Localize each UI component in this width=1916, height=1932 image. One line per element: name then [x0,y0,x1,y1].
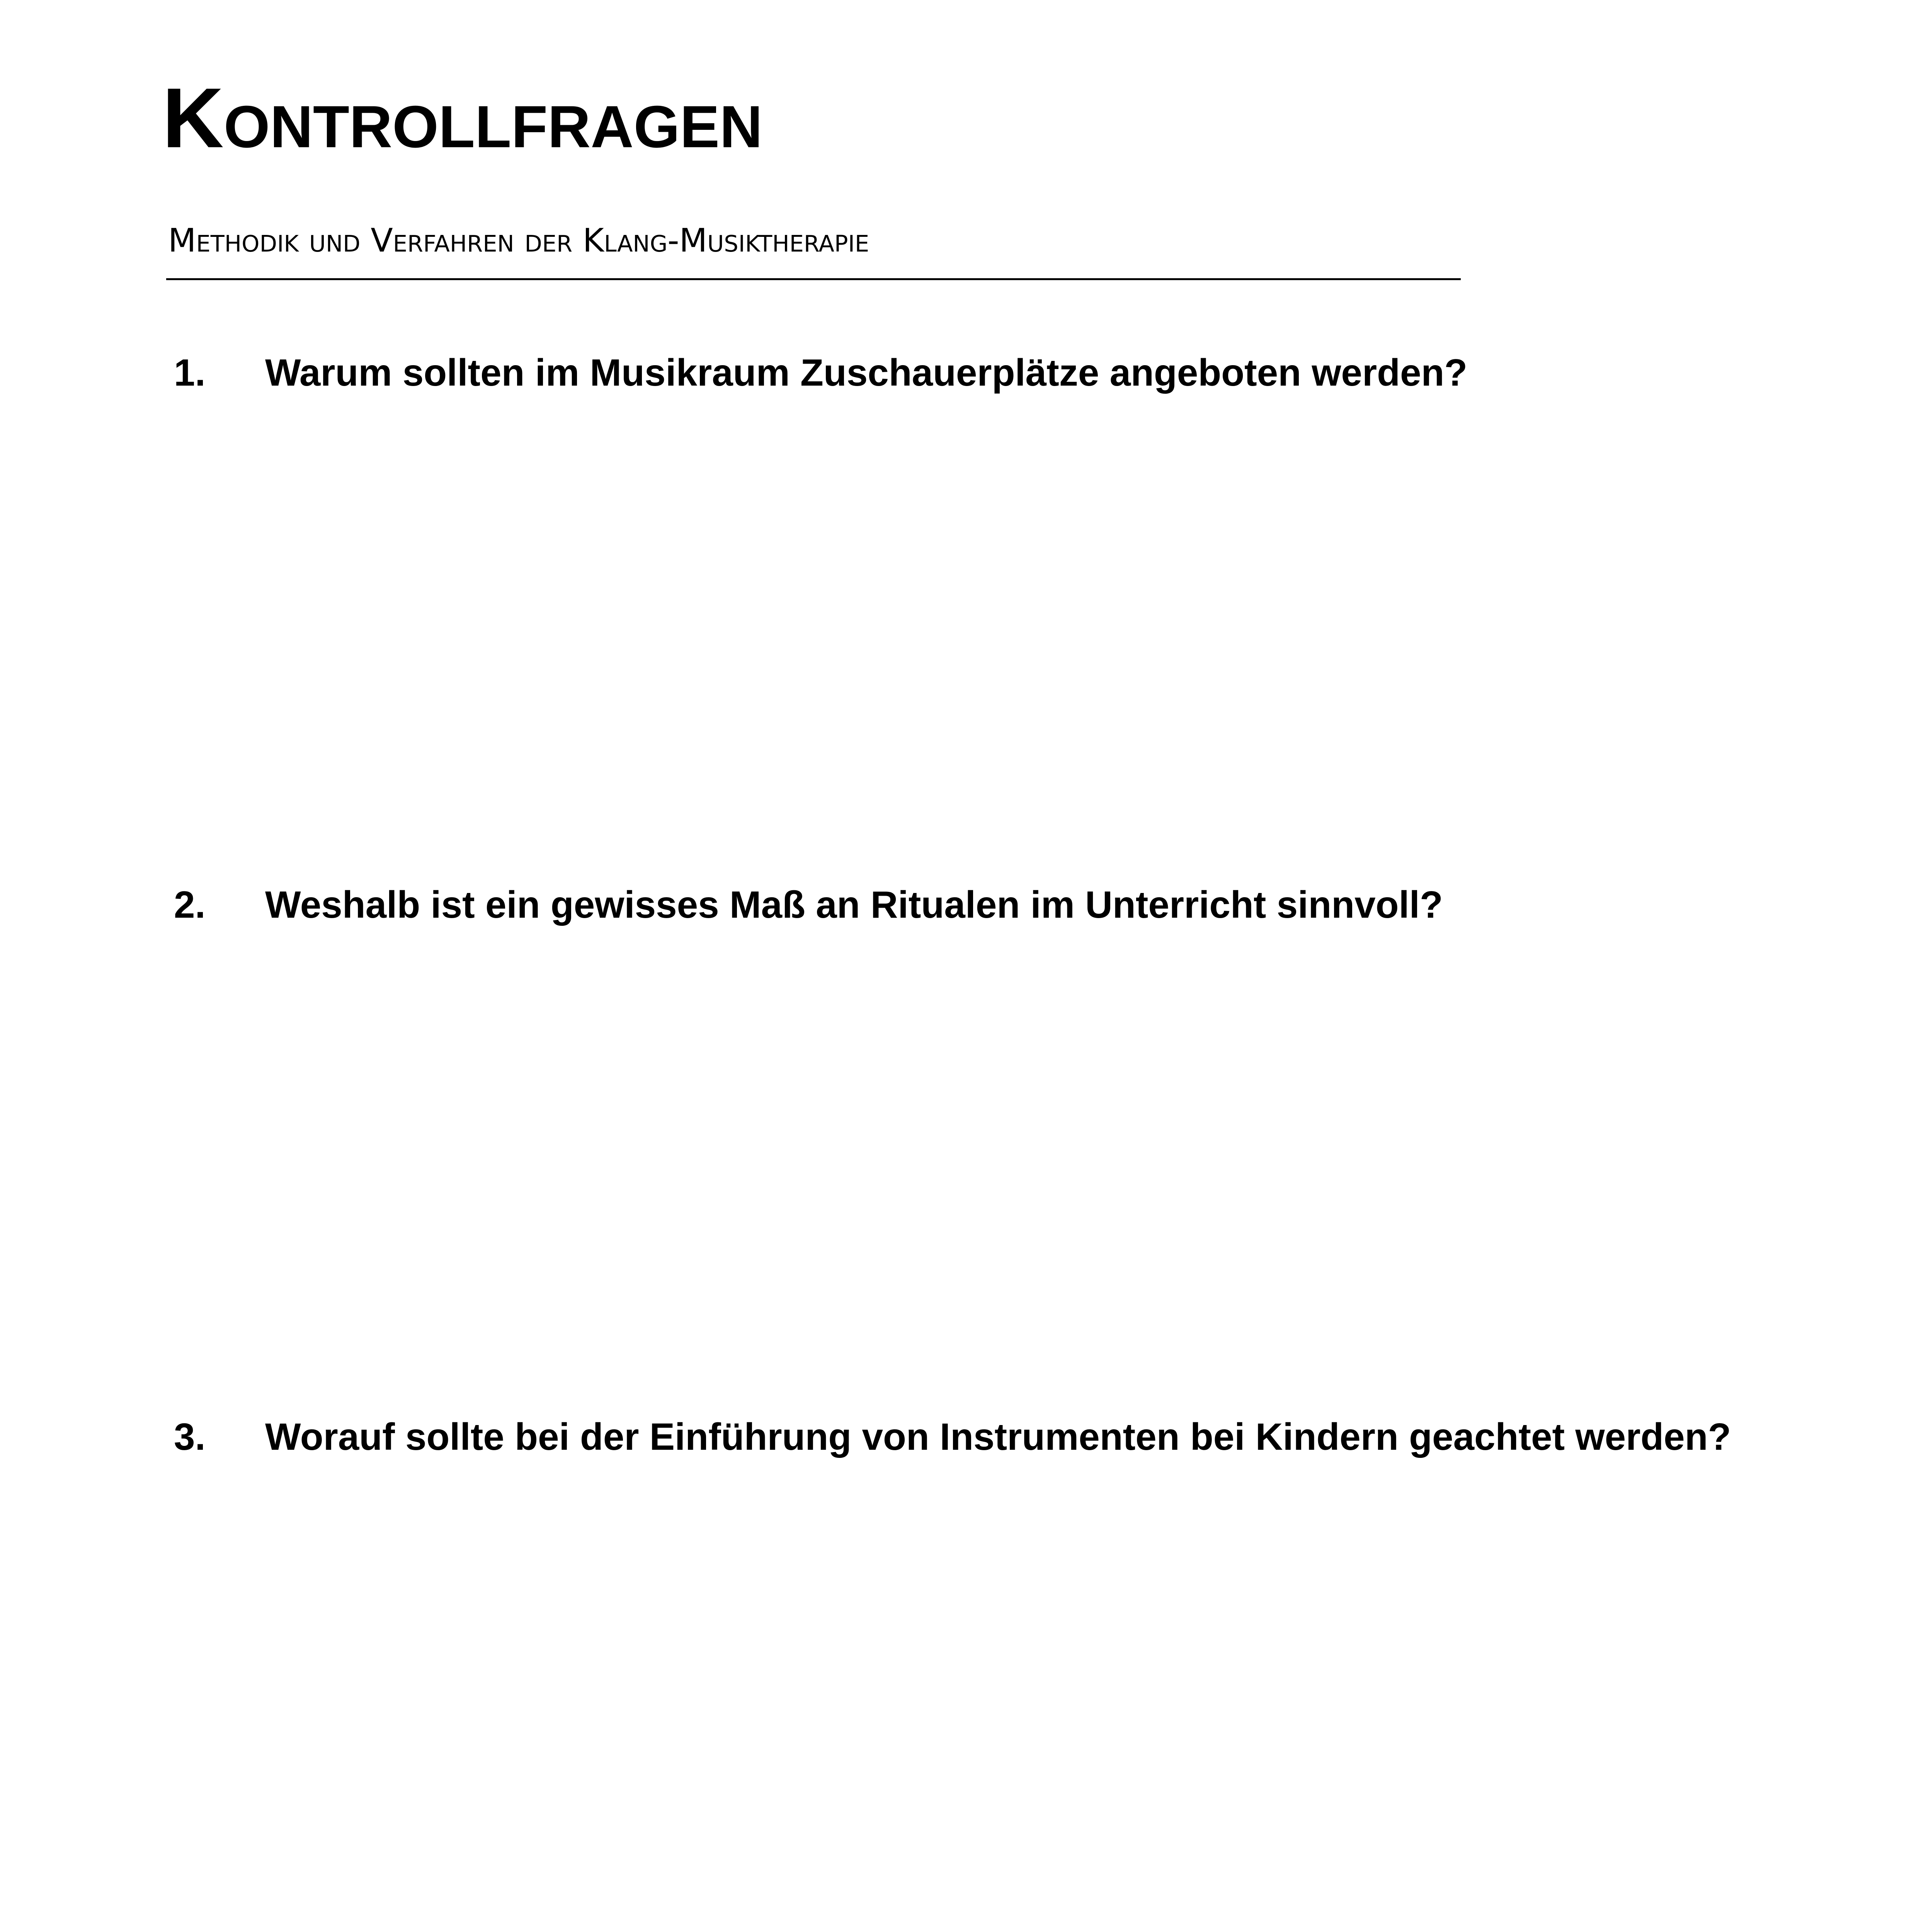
question-number: 3. [174,1415,206,1458]
question-text: Warum sollten im Musikraum Zuschauerplätze angeboten werden? [265,351,1468,394]
question-number: 1. [174,351,206,394]
question-text: Worauf sollte bei der Einführung von Instrumenten bei Kindern geachtet werden? [265,1415,1731,1458]
question-3 [174,1415,1731,1458]
question-2 [174,883,1443,926]
question-text: Weshalb ist ein gewisses Maß an Ritualen im Unterricht sinnvoll? [265,883,1443,926]
page-title: Kontrollfragen [162,70,763,165]
header-divider [166,278,1461,280]
section-subtitle: Methodik und Verfahren der Klang-Musiktherapie [168,221,870,259]
question-1 [174,351,1468,394]
question-number: 2. [174,883,206,926]
